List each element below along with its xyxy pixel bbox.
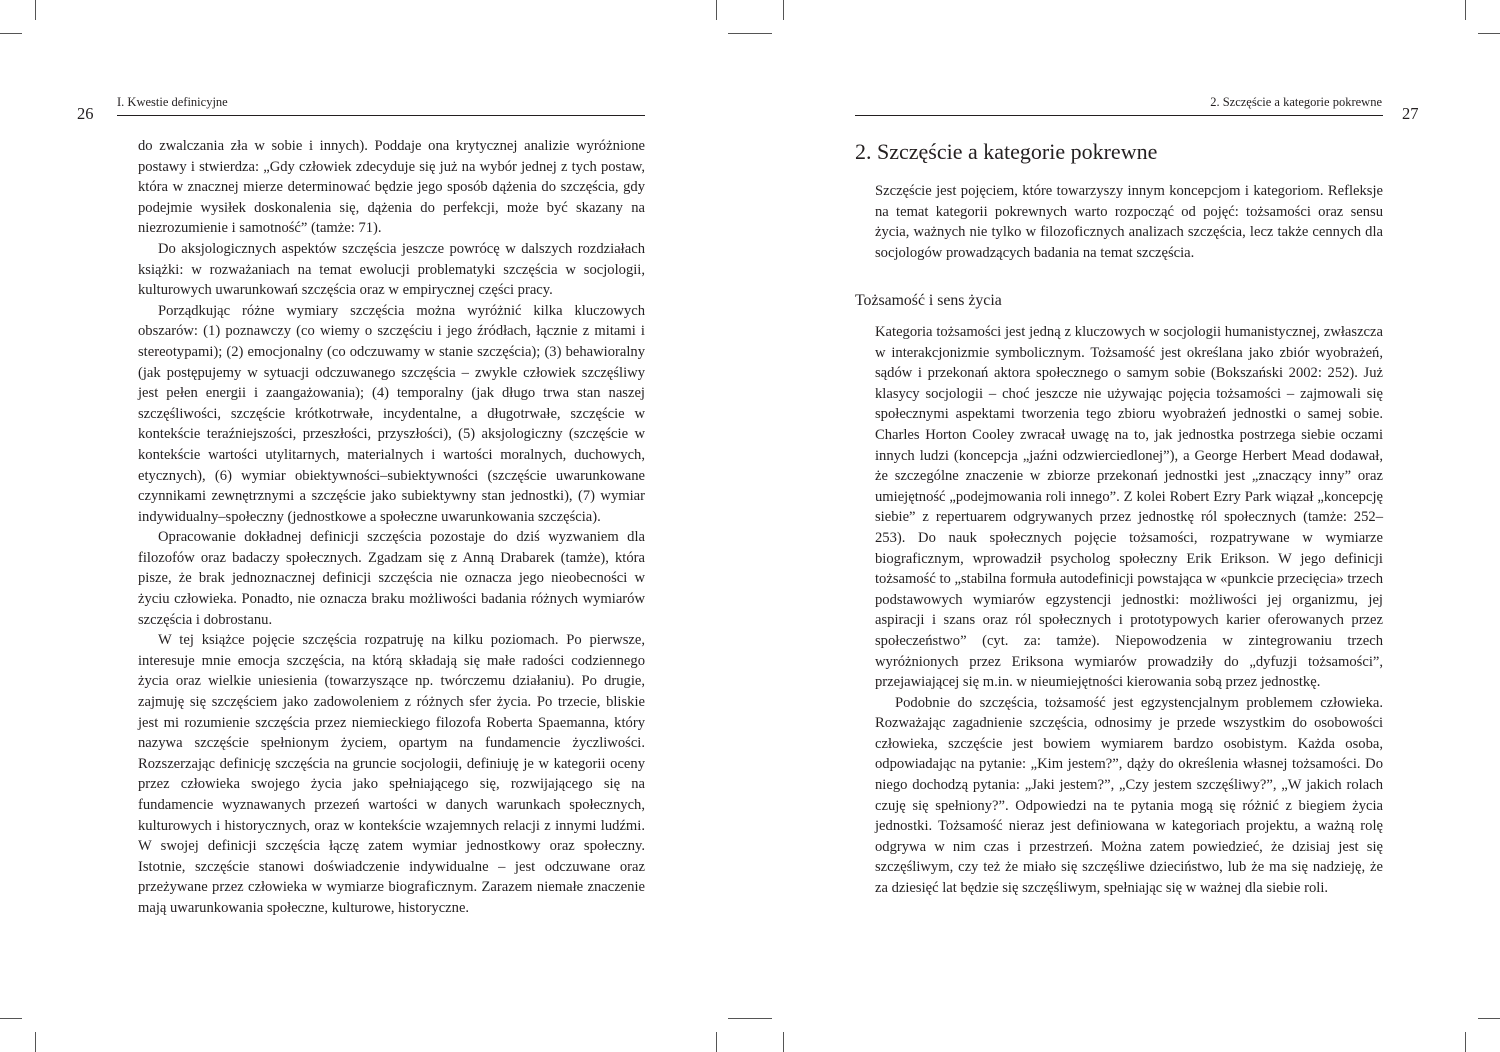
paragraph: Do aksjologicznych aspektów szczęścia jeszcze powrócę w dalszych rozdziałach książki: w rozważaniach na temat ewolucji problematyki szczęścia w socjologii, kulturowych uwarunkowań szczęścia oraz w empirycznej części pracy. (138, 240, 645, 299)
header-rule (117, 115, 645, 116)
paragraph: Opracowanie dokładnej definicji szczęścia pozostaje do dziś wyzwaniem dla filozofów oraz badaczy społecznych. Zgadzam się z Anną Drabarek (tamże), która pisze, że brak jednoznacznej definicji szczęścia nie oznacza jego nieobecności w życiu człowieka. Ponadto, nie oznacza braku możliwości badania różnych wymiarów szczęścia i dobrostanu. (138, 529, 645, 628)
running-head: I. Kwestie definicyjne (117, 95, 228, 109)
paragraph: Podobnie do szczęścia, tożsamość jest egzystencjalnym problemem człowieka. Rozważając zagadnienie szczęścia, odnosimy je przede wszystkim do osobowości człowieka, szczęście jest bowiem wymiarem bardzo osobistym. Każda osoba, odpowiadając na pytanie: „Kim jestem?”, dąży do określenia własnej tożsamości. Do niego dochodzą pytania: „Jaki jestem?”, „Czy jestem szczęśliwy?”, „W jakich rolach czuję się spełniony?”. Odpowiedzi na te pytania mogą się różnić z biegiem życia jednostki. Tożsamość nieraz jest definiowana w kategoriach projektu, a ważną rolę odgrywa w nim czas i przestrzeń. Można zatem powiedzieć, że dzisiaj jest się szczęśliwym, czy też że miało się szczęśliwe dzieciństwo, lub że ma się nadzieję, że za dziesięć lat będzie się szczęśliwym, spełniając się w ważnej dla siebie roli. (875, 694, 1383, 897)
chapter-title: 2. Szczęście a kategorie pokrewne (855, 139, 1158, 164)
right-body-text (875, 322, 1383, 899)
right-page (750, 0, 1500, 1052)
running-head: 2. Szczęście a kategorie pokrewne (1210, 95, 1382, 109)
paragraph: W tej książce pojęcie szczęścia rozpatruję na kilku poziomach. Po pierwsze, interesuje mnie emocja szczęścia, na którą składają się małe radości codziennego życia oraz wielkie uniesienia (towarzyszące np. twórczemu działaniu). Po drugie, zajmuję się szczęściem jako zadowoleniem z różnych sfer życia. Po trzecie, bliskie jest mi rozumienie szczęścia przez niemieckiego filozofa Roberta Spaemanna, który nazywa szczęście spełnionym życiem, opartym na fundamencie życzliwości. Rozszerzając definicję szczęścia na gruncie socjologii, definiuję je w kategorii oceny przez człowieka swojego życia jako spełniającego się, rozwijającego się na fundamencie wyznawanych przezeń wartości w danych warunkach społecznych, kulturowych i historycznych, oraz w kontekście wzajemnych relacji z innymi ludźmi. W swojej definicji szczęścia łączę zatem wymiar jednostkowy oraz społeczny. Istotnie, szczęście stanowi doświadczenie indywidualne – jest odczuwane oraz przeżywane przez człowieka w wymiarze biograficznym. Zarazem niemałe znaczenie mają uwarunkowania społeczne, kulturowe, historyczne. (138, 632, 645, 916)
page-number: 27 (1402, 104, 1419, 123)
intro-text (875, 181, 1383, 263)
section-heading: Tożsamość i sens życia (855, 292, 1002, 309)
paragraph: Porządkując różne wymiary szczęścia można wyróżnić kilka kluczowych obszarów: (1) poznawczy (co wiemy o szczęściu i jego źródłach, łącznie z mitami i stereotypami); (2) emocjonalny (co odczuwamy w stanie szczęścia); (3) behawioralny (jak postępujemy w sytuacji odczuwanego szczęścia – zwykle człowiek szczęśliwy jest pełen energii i zaangażowania); (4) temporalny (jak długo trwa stan naszej szczęśliwości, szczęście krótkotrwałe, incydentalne, a długotrwałe, szczęście w kontekście teraźniejszości, przeszłości, przyszłości), (5) aksjologiczny (szczęście w kontekście wartości utylitarnych, materialnych i wartości moralnych, duchowych, etycznych), (6) wymiar obiektywności–subiektywności (szczęście uwarunkowane czynnikami zewnętrznymi a szczęście jako subiektywny stan jednostki), (7) wymiar indywidualny–społeczny (jednostkowe a społeczne uwarunkowania szczęścia). (138, 302, 645, 525)
paragraph: Kategoria tożsamości jest jedną z kluczowych w socjologii humanistycznej, zwłaszcza w interakcjonizmie symbolicznym. Tożsamość jest określana jako zbiór wyobrażeń, sądów i przekonań aktora społecznego o samym sobie (Bokszański 2002: 252). Już klasycy socjologii – choć jeszcze nie używając pojęcia tożsamości – zajmowali się społecznymi aspektami tworzenia tego zbioru wyobrażeń jednostki o samej sobie. Charles Horton Cooley zwracał uwagę na to, jak jednostka postrzega siebie oczami innych ludzi (koncepcja „jaźni odzwierciedlonej”), a George Herbert Mead dodawał, że szczególne znaczenie w zbiorze przekonań jednostki jest „znaczący inny” oraz umiejętność „podejmowania roli innego”. Z kolei Robert Ezry Park wiązał „koncepcję siebie” z repertuarem odgrywanych przez jednostkę ról społecznych (tamże: 252–253). Do nauk społecznych pojęcie tożsamości, rozpatrywane w wymiarze biograficznym, wprowadził psycholog społeczny Erik Erikson. W jego definicji tożsamość to „stabilna formuła autodefinicji powstająca w «punkcie przecięcia» trzech podstawowych wymiarów egzystencji jednostki: możliwości jej organizmu, jej aspiracji i szans oraz ról społecznych i prototypowych karier oferowanych przez społeczeństwo” (cyt. za: tamże). Niepowodzenia w zintegrowaniu trzech wyróżnionych przez Eriksona wymiarów prowadziły do „dyfuzji tożsamości”, przejawiającej się m.in. w nieumiejętności kierowania sobą przez jednostkę. (875, 324, 1383, 691)
page-number: 26 (77, 104, 94, 123)
header-rule (855, 115, 1383, 116)
paragraph: Szczęście jest pojęciem, które towarzyszy innym koncepcjom i kategoriom. Refleksje na temat kategorii pokrewnych warto rozpocząć od pojęć: tożsamości oraz sensu życia, ważnych nie tylko w filozoficznych analizach szczęścia, lecz także cennych dla socjologów prowadzących badania na temat szczęścia. (875, 183, 1383, 261)
paragraph: do zwalczania zła w sobie i innych). Poddaje ona krytycznej analizie wyróżnione postawy i stwierdza: „Gdy człowiek zdecyduje się już na wybór jednej z tych postaw, która w znacznej mierze determinować będzie jego sposób dążenia do szczęścia, gdy podejmie wysiłek doskonalenia się, dążenia do perfekcji, może być skazany na niezrozumienie i samotność” (tamże: 71). (138, 138, 645, 237)
left-body-text (138, 136, 645, 919)
